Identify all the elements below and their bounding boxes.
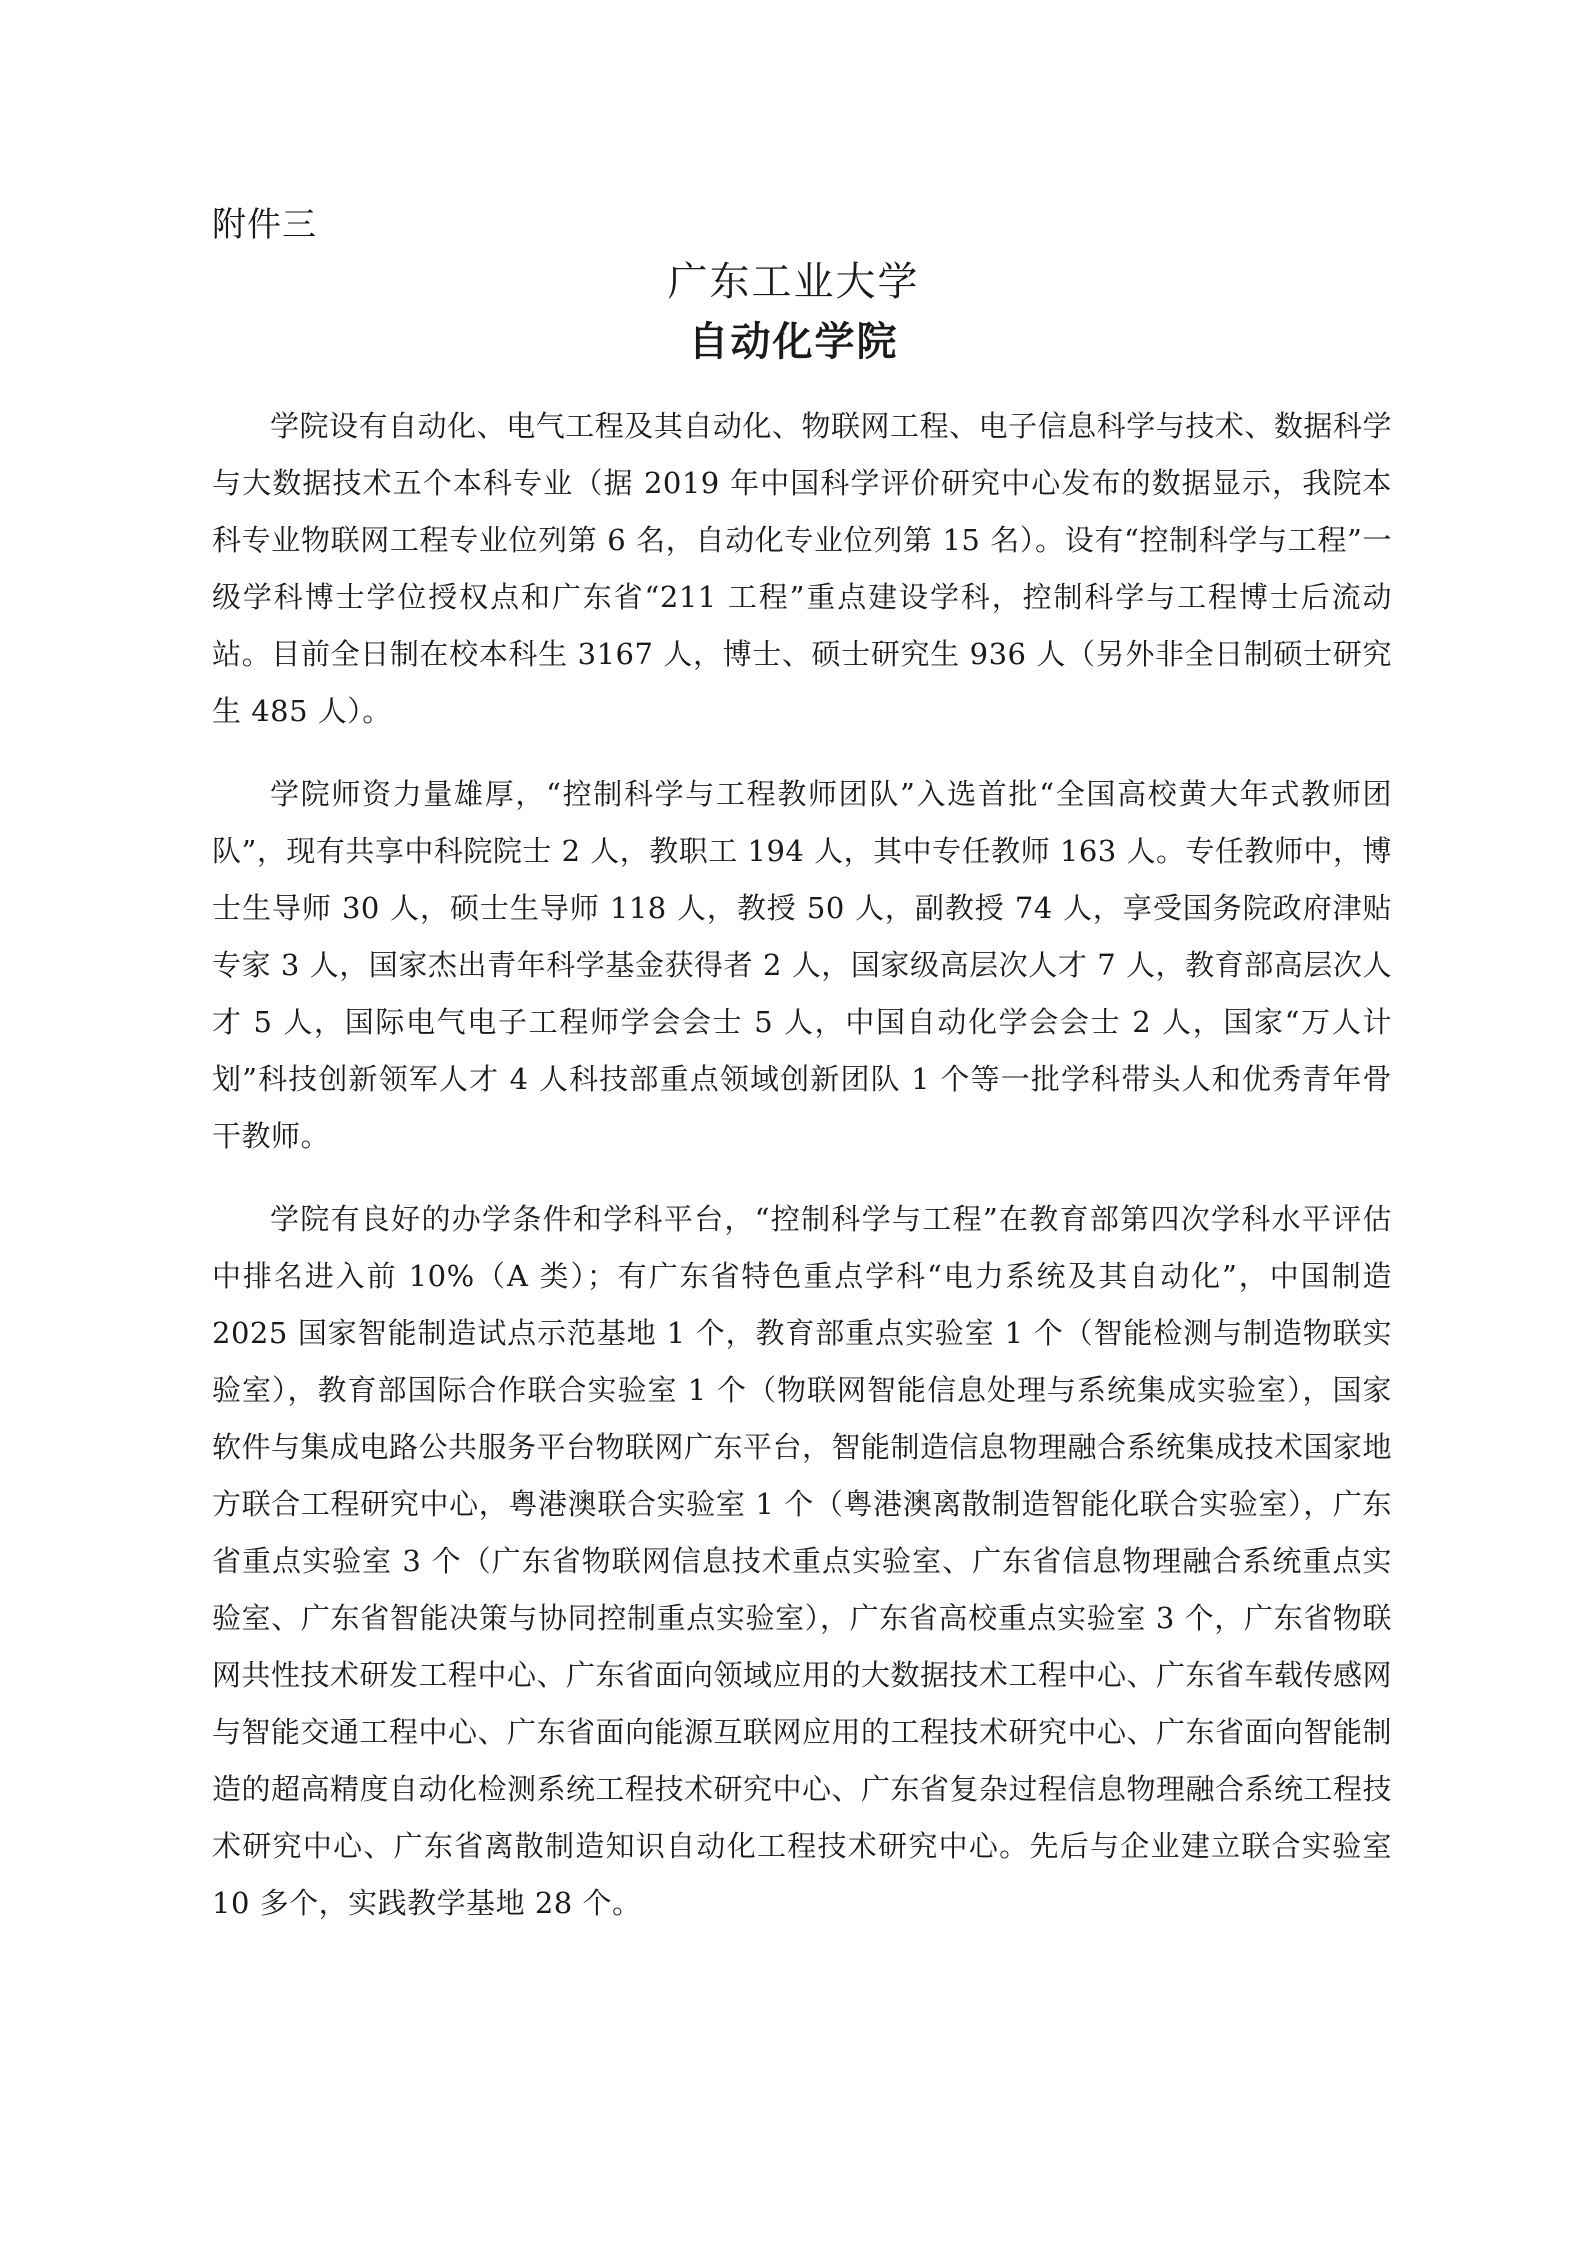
paragraph-programs: 学院设有自动化、电气工程及其自动化、物联网工程、电子信息科学与技术、数据科学与大数据技术五个本科专业（据 2019 年中国科学评价研究中心发布的数据显示，我院本科专业物联网工程专业位列第 6 名，自动化专业位列第 15 名）。设有“控制科学与工程”一级学科博士学位授权点和广东省“211 工程”重点建设学科，控制科学与工程博士后流动站。目前全日制在校本科生 3167 人，博士、硕士研究生 936 人（另外非全日制硕士研究生 485 人）。 xyxy=(212,409,1392,728)
college-name: 自动化学院 xyxy=(688,319,899,365)
paragraph-faculty: 学院师资力量雄厚，“控制科学与工程教师团队”入选首批“全国高校黄大年式教师团队”，现有共享中科院院士 2 人，教职工 194 人，其中专任教师 163 人。专任教师中，博士生导师 30 人，硕士生导师 118 人，教授 50 人，副教授 74 人，享受国务院政府津贴专家 3 人，国家杰出青年科学基金获得者 2 人，国家级高层次人才 7 人，教育部高层次人才 5 人，国际电气电子工程师学会会士 5 人，中国自动化学会会士 2 人，国家“万人计划”科技创新领军人才 4 人科技部重点领域创新团队 1 个等一批学科带头人和优秀青年骨干教师。 xyxy=(212,777,1392,1153)
attachment-label: 附件三 xyxy=(212,205,317,245)
paragraph-platforms: 学院有良好的办学条件和学科平台，“控制科学与工程”在教育部第四次学科水平评估中排名进入前 10%（A 类）；有广东省特色重点学科“电力系统及其自动化”，中国制造 2025 国家智能制造试点示范基地 1 个，教育部重点实验室 1 个（智能检测与制造物联实验室），教育部国际合作联合实验室 1 个（物联网智能信息处理与系统集成实验室），国家软件与集成电路公共服务平台物联网广东平台，智能制造信息物理融合系统集成技术国家地方联合工程研究中心，粤港澳联合实验室 1 个（粤港澳离散制造智能化联合实验室），广东省重点实验室 3 个（广东省物联网信息技术重点实验室、广东省信息物理融合系统重点实验室、广东省智能决策与协同控制重点实验室），广东省高校重点实验室 3 个，广东省物联网共性技术研发工程中心、广东省面向领域应用的大数据技术工程中心、广东省车载传感网与智能交通工程中心、广东省面向能源互联网应用的工程技术研究中心、广东省面向智能制造的超高精度自动化检测系统工程技术研究中心、广东省复杂过程信息物理融合系统工程技术研究中心、广东省离散制造知识自动化工程技术研究中心。先后与企业建立联合实验室 10 多个，实践教学基地 28 个。 xyxy=(212,1202,1393,1920)
body-text xyxy=(212,398,1392,1958)
university-name: 广东工业大学 xyxy=(667,259,920,305)
